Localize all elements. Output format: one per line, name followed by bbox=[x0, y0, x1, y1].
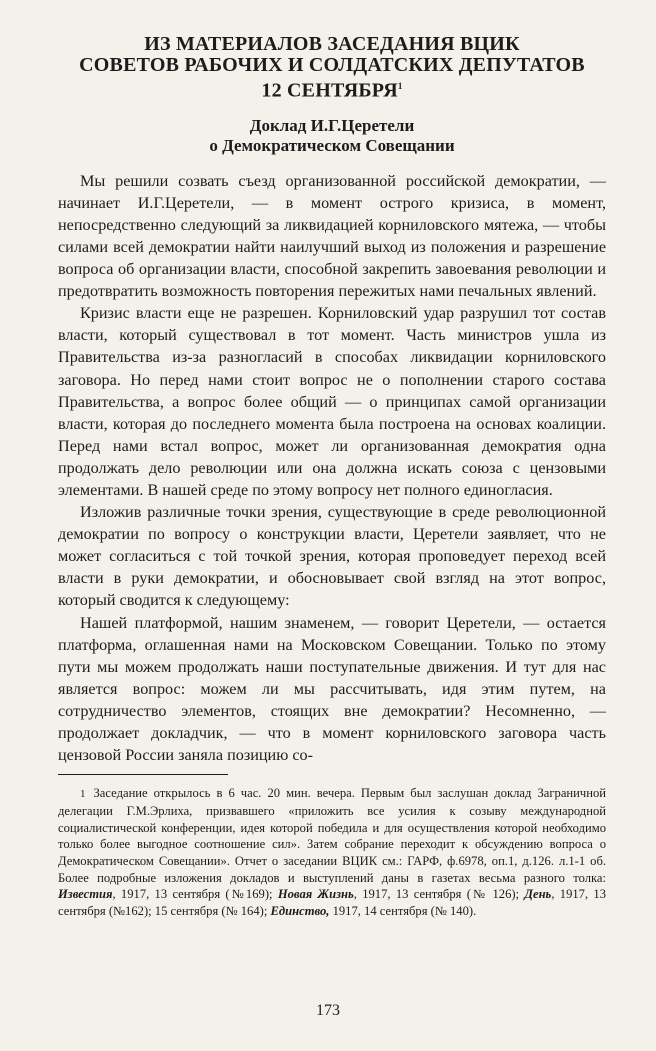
footnote-divider bbox=[58, 774, 228, 775]
source-details: , 1917, 13 сентября (№162); 15 сентября (№ 164); bbox=[58, 887, 606, 919]
page-number: 173 bbox=[316, 1002, 340, 1019]
title-line: 12 СЕНТЯБРЯ$^1$ bbox=[261, 79, 403, 102]
paragraph: Мы решили созвать съезд организованной российской демократии, — начинает И.Г.Церетели, — в момент острого кризиса, в момент, непосредственно следующий за ликвидацией корниловского мятежа, — чтобы силами всей демократии найти наилучший выход из положения и разрешение вопроса об организации власти, способной закрепить завоевания революции и предотвратить возможность повторения пережитых нами печальных явлений. bbox=[58, 171, 606, 301]
title-line: ИЗ МАТЕРИАЛОВ ЗАСЕДАНИЯ ВЦИК bbox=[144, 33, 520, 55]
body-text bbox=[58, 170, 606, 767]
source-details: , 1917, 13 сентября (№169); bbox=[112, 887, 278, 902]
source-name: Единство, bbox=[270, 904, 330, 919]
footnote-text: Заседание открылось в 6 час. 20 мин. вечера. Первым был заслушан доклад Заграничной делегации Г.М.Эрлиха, призвавшего «приложить все усилия к созыву международной социалистической конференции, идея которой победила и для осуществления которой необходимо только более выгодное соотношение сил». Затем собрание переходит к обсуждению вопроса о Демократическом Совещании». Отчет о заседании ВЦИК см.: ГАРФ, ф.6978, оп.1, д.126. л.1-1 об. Более подробные изложения докладов и выступлений даны в газетах весьма разного толка: bbox=[58, 786, 606, 885]
title-footnote-mark: 1 bbox=[397, 81, 403, 91]
subtitle-line: Доклад И.Г.Церетели bbox=[249, 115, 415, 135]
report-subtitle bbox=[58, 116, 606, 156]
footnote bbox=[58, 785, 606, 920]
source-details: , 1917, 13 сентября (№ 126); bbox=[353, 887, 525, 902]
paragraph: Изложив различные точки зрения, существующие в среде революционной демократии по вопросу о конструкции власти, Церетели заявляет, что не может согласиться с той точкой зрения, которая проповедует переход всей власти в руки демократии, и обосновывает свой взгляд на этот вопрос, который сводится к следующему: bbox=[58, 503, 606, 610]
document-page bbox=[58, 34, 606, 920]
source-name: Новая Жизнь bbox=[277, 887, 354, 902]
source-name: Известия bbox=[58, 887, 113, 902]
footnote-number: 1 bbox=[80, 788, 86, 801]
source-name: День bbox=[524, 887, 552, 902]
paragraph: Кризис власти еще не разрешен. Корниловский удар разрушил тот состав власти, который существовал в тот момент. Часть министров ушла из Правительства из-за разногласий в способах ликвидации корниловского заговора. Но перед нами стоит вопрос не о пополнении старого состава Правительства, а вопрос более общий — о принципах самой организации власти, которая до последнего момента была построена на основах коалиции. Перед нами встал вопрос, может ли организованная демократия одна продолжать дело революции или она должна искать союза с цензовыми элементами. В нашей среде по этому вопросу нет полного единогласия. bbox=[58, 304, 606, 499]
source-details: 1917, 14 сентября (№ 140). bbox=[329, 904, 477, 919]
paragraph: Нашей платформой, нашим знаменем, — говорит Церетели, — остается платформа, оглашенная нами на Московском Совещании. Только по этому пути мы можем продолжать наши поступательные движения. И тут для нас является вопрос: можем ли мы рассчитывать, идя этим путем, на сотрудничество элементов, стоящих вне демократии? Несомненно, — продолжает докладчик, — что в момент корниловского заговора часть цензовой России заняла позицию со- bbox=[58, 613, 606, 765]
document-title bbox=[58, 34, 606, 102]
subtitle-line: о Демократическом Совещании bbox=[209, 135, 455, 155]
title-line: СОВЕТОВ РАБОЧИХ И СОЛДАТСКИХ ДЕПУТАТОВ bbox=[79, 54, 585, 76]
